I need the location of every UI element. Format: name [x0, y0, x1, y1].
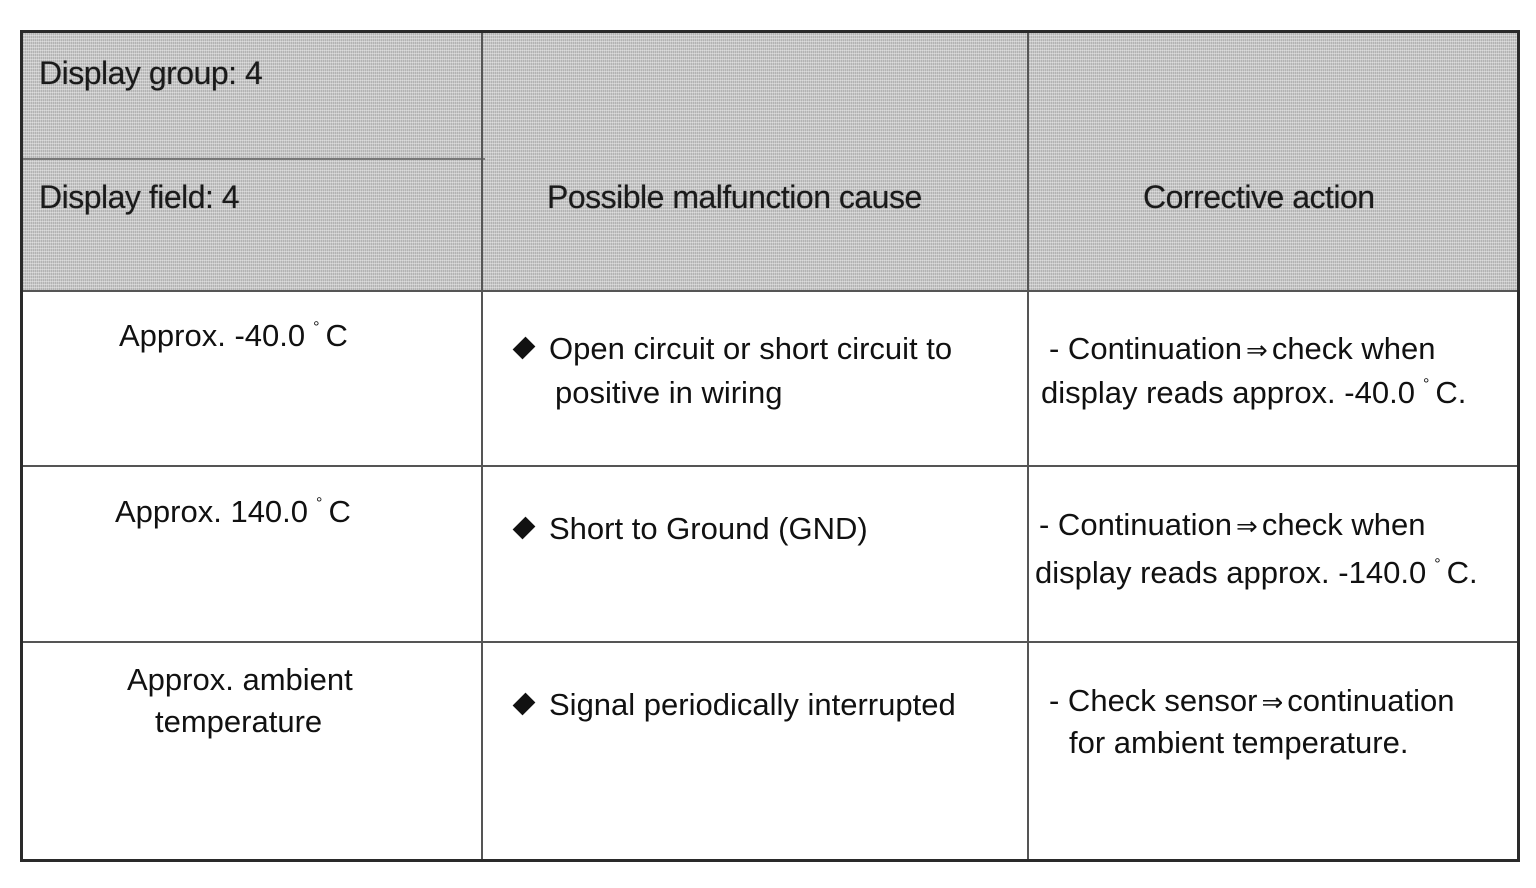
row-3-cause-line-1	[517, 683, 956, 727]
row-divider-1	[23, 465, 1517, 467]
display-group-label: Display group: 4	[39, 55, 263, 91]
row-divider-2	[23, 641, 1517, 643]
row-1-degree: °	[313, 319, 320, 336]
row-1-action-line-2	[1041, 371, 1466, 421]
bullet-diamond-icon	[513, 337, 536, 360]
row-3-action-line-1	[1049, 679, 1454, 724]
bullet-diamond-icon	[513, 517, 536, 540]
diagnostic-table	[20, 30, 1520, 862]
row-2-value	[115, 491, 351, 539]
implies-arrow-icon: ⇒	[1236, 511, 1258, 541]
row-3-value-line-2: temperature	[155, 704, 323, 739]
row-3-action-line-2: for ambient temperature.	[1069, 725, 1409, 760]
row-1-cause-line-2: positive in wiring	[555, 375, 783, 410]
row-1-action-unit: C.	[1435, 375, 1467, 410]
row-1-action-suffix: check when	[1271, 331, 1436, 366]
column-divider-1	[481, 33, 483, 859]
row-1-action-degree: °	[1422, 376, 1430, 393]
row-1-value-unit: C	[325, 318, 348, 353]
row-2-action-prefix: - Continuation	[1039, 507, 1233, 542]
implies-arrow-icon: ⇒	[1246, 335, 1268, 365]
row-2-action-unit: C.	[1446, 555, 1478, 590]
implies-arrow-icon: ⇒	[1261, 687, 1284, 717]
row-2-value-number: Approx. 140.0	[115, 494, 309, 529]
row-2-cause-text-1: Short to Ground (GND)	[549, 511, 868, 546]
row-1-action-reading: display reads approx. -40.0	[1041, 375, 1415, 410]
row-1-value	[119, 315, 348, 363]
group-separator	[23, 158, 485, 160]
bullet-diamond-icon	[513, 693, 536, 716]
cause-column-heading: Possible malfunction cause	[547, 179, 922, 215]
row-2-action-reading: display reads approx. -140.0	[1035, 555, 1427, 590]
row-2-cause-line-1	[517, 507, 868, 551]
row-1-action-line-1	[1049, 327, 1436, 372]
display-field-label: Display field: 4	[39, 179, 240, 215]
action-column-heading: Corrective action	[1143, 179, 1375, 215]
row-1-cause-line-1	[517, 327, 952, 371]
row-1-value-number: Approx. -40.0	[119, 318, 306, 353]
row-3-value-line-1: Approx. ambient	[127, 662, 353, 697]
row-1-cause-text-1: Open circuit or short circuit to	[549, 331, 953, 366]
row-1-action-prefix: - Continuation	[1049, 331, 1243, 366]
row-2-action-suffix: check when	[1261, 507, 1426, 542]
row-2-action-degree: °	[1434, 556, 1441, 573]
row-2-action-line-2	[1035, 551, 1478, 601]
row-3-cause-text-1: Signal periodically interrupted	[549, 687, 956, 722]
row-2-action-line-1	[1039, 503, 1426, 548]
row-2-value-unit: C	[328, 494, 351, 529]
row-2-degree: °	[316, 495, 323, 512]
column-divider-2	[1027, 33, 1029, 859]
row-3-action-prefix: - Check sensor	[1049, 683, 1258, 718]
header-divider	[23, 290, 1517, 292]
row-3-action-suffix: continuation	[1287, 683, 1455, 718]
